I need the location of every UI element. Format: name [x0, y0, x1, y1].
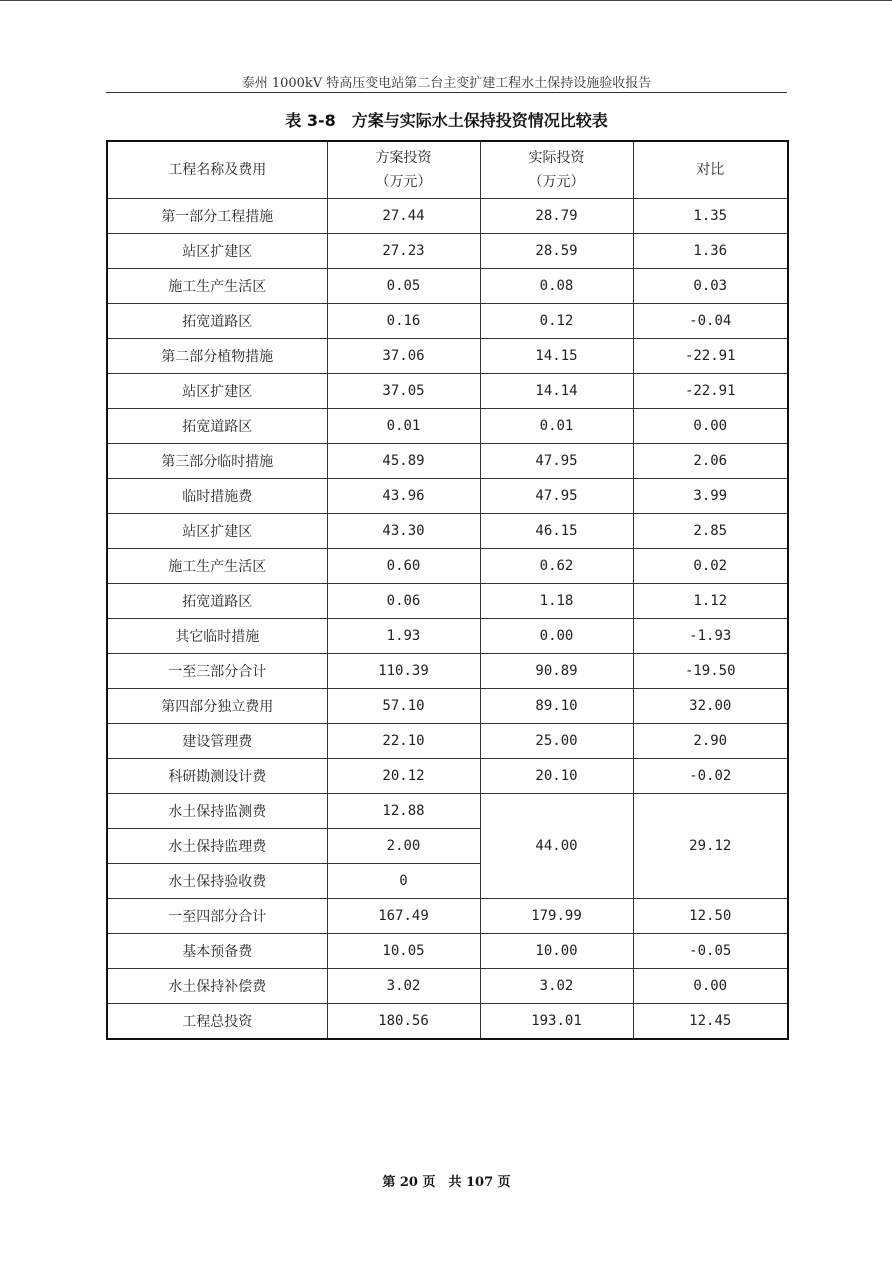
table-row	[107, 584, 788, 619]
column-header-actual-unit: （万元）	[528, 174, 585, 190]
table-row	[107, 724, 788, 759]
cell-item-name: 站区扩建区	[107, 234, 327, 269]
cell-item-name: 第四部分独立费用	[107, 689, 327, 724]
cell-item-name: 拓宽道路区	[107, 584, 327, 619]
table-row	[107, 619, 788, 654]
table-row	[107, 794, 788, 829]
cell-plan-investment: 57.10	[327, 689, 480, 724]
table-row	[107, 479, 788, 514]
cell-difference: 0.02	[633, 549, 788, 584]
cell-plan-investment: 0	[327, 864, 480, 899]
table-row	[107, 549, 788, 584]
cell-plan-investment: 0.01	[327, 409, 480, 444]
cell-plan-investment: 37.06	[327, 339, 480, 374]
cell-actual-investment: 193.01	[480, 1004, 633, 1040]
table-row	[107, 444, 788, 479]
cell-plan-investment: 10.05	[327, 934, 480, 969]
cell-difference: -1.93	[633, 619, 788, 654]
cell-actual-investment: 90.89	[480, 654, 633, 689]
table-row	[107, 514, 788, 549]
table-row	[107, 969, 788, 1004]
cell-plan-investment: 1.93	[327, 619, 480, 654]
cell-item-name: 站区扩建区	[107, 374, 327, 409]
cell-plan-investment: 167.49	[327, 899, 480, 934]
cell-difference: 12.45	[633, 1004, 788, 1040]
table-body	[107, 199, 788, 1040]
cell-plan-investment: 3.02	[327, 969, 480, 1004]
cell-difference: 3.99	[633, 479, 788, 514]
cell-difference: 0.00	[633, 409, 788, 444]
cell-item-name: 基本预备费	[107, 934, 327, 969]
cell-item-name: 第三部分临时措施	[107, 444, 327, 479]
table-row	[107, 234, 788, 269]
cell-difference: 1.12	[633, 584, 788, 619]
cell-actual-investment: 25.00	[480, 724, 633, 759]
cell-plan-investment: 37.05	[327, 374, 480, 409]
cell-actual-investment: 14.15	[480, 339, 633, 374]
cell-item-name: 水土保持补偿费	[107, 969, 327, 1004]
cell-actual-investment: 28.79	[480, 199, 633, 234]
page-header: 泰州 1000kV 特高压变电站第二台主变扩建工程水土保持设施验收报告	[241, 76, 652, 91]
cell-item-name: 拓宽道路区	[107, 409, 327, 444]
cell-actual-investment: 20.10	[480, 759, 633, 794]
table-header-row	[107, 141, 788, 199]
cell-plan-investment: 43.96	[327, 479, 480, 514]
table-row	[107, 654, 788, 689]
cell-plan-investment: 0.05	[327, 269, 480, 304]
cell-difference: -19.50	[633, 654, 788, 689]
column-header-actual-label: 实际投资	[528, 150, 585, 166]
cell-actual-investment: 0.08	[480, 269, 633, 304]
cell-difference: 2.85	[633, 514, 788, 549]
cell-plan-investment: 0.06	[327, 584, 480, 619]
column-header-plan	[327, 141, 480, 199]
column-header-diff: 对比	[633, 141, 788, 199]
page-footer: 第 20 页 共 107 页	[382, 1175, 511, 1190]
cell-plan-investment: 12.88	[327, 794, 480, 829]
column-header-plan-unit: （万元）	[375, 174, 432, 190]
cell-actual-investment: 179.99	[480, 899, 633, 934]
cell-plan-investment: 180.56	[327, 1004, 480, 1040]
cell-difference: 0.00	[633, 969, 788, 1004]
cell-difference: 0.03	[633, 269, 788, 304]
cell-item-name: 水土保持验收费	[107, 864, 327, 899]
cell-item-name: 施工生产生活区	[107, 269, 327, 304]
cell-difference: 1.36	[633, 234, 788, 269]
cell-difference: 2.90	[633, 724, 788, 759]
cell-plan-investment: 110.39	[327, 654, 480, 689]
table-row	[107, 269, 788, 304]
table-row	[107, 899, 788, 934]
cell-actual-investment: 14.14	[480, 374, 633, 409]
table-caption: 表 3-8 方案与实际水土保持投资情况比较表	[285, 111, 608, 130]
cell-item-name: 一至四部分合计	[107, 899, 327, 934]
cell-item-name: 水土保持监理费	[107, 829, 327, 864]
cell-difference: 2.06	[633, 444, 788, 479]
cell-actual-investment: 0.01	[480, 409, 633, 444]
cell-item-name: 施工生产生活区	[107, 549, 327, 584]
cell-actual-investment: 89.10	[480, 689, 633, 724]
cell-plan-investment: 20.12	[327, 759, 480, 794]
column-header-name: 工程名称及费用	[107, 141, 327, 199]
cell-actual-investment: 0.62	[480, 549, 633, 584]
cell-difference: -0.02	[633, 759, 788, 794]
table-row	[107, 759, 788, 794]
table-row	[107, 689, 788, 724]
cell-difference: -22.91	[633, 339, 788, 374]
cell-item-name: 其它临时措施	[107, 619, 327, 654]
header-divider	[106, 92, 787, 93]
table-row	[107, 339, 788, 374]
table-row	[107, 1004, 788, 1040]
column-header-plan-label: 方案投资	[375, 150, 432, 166]
cell-item-name: 工程总投资	[107, 1004, 327, 1040]
cell-item-name: 第一部分工程措施	[107, 199, 327, 234]
cell-item-name: 科研勘测设计费	[107, 759, 327, 794]
column-header-actual	[480, 141, 633, 199]
cell-plan-investment: 0.16	[327, 304, 480, 339]
cell-item-name: 水土保持监测费	[107, 794, 327, 829]
cell-difference: 12.50	[633, 899, 788, 934]
cell-difference-merged: 29.12	[633, 794, 788, 899]
cell-actual-investment: 3.02	[480, 969, 633, 1004]
cell-actual-investment: 1.18	[480, 584, 633, 619]
cell-difference: -22.91	[633, 374, 788, 409]
table-row	[107, 199, 788, 234]
cell-plan-investment: 27.44	[327, 199, 480, 234]
cell-actual-investment: 47.95	[480, 444, 633, 479]
cell-item-name: 一至三部分合计	[107, 654, 327, 689]
top-border	[0, 0, 892, 1]
cell-item-name: 临时措施费	[107, 479, 327, 514]
cell-actual-investment-merged: 44.00	[480, 794, 633, 899]
cell-difference: 32.00	[633, 689, 788, 724]
cell-item-name: 建设管理费	[107, 724, 327, 759]
table-row	[107, 934, 788, 969]
cell-actual-investment: 10.00	[480, 934, 633, 969]
table-row	[107, 374, 788, 409]
table-row	[107, 409, 788, 444]
cell-actual-investment: 28.59	[480, 234, 633, 269]
cell-item-name: 站区扩建区	[107, 514, 327, 549]
cell-actual-investment: 0.12	[480, 304, 633, 339]
cell-difference: 1.35	[633, 199, 788, 234]
cell-difference: -0.04	[633, 304, 788, 339]
cell-actual-investment: 46.15	[480, 514, 633, 549]
cell-plan-investment: 2.00	[327, 829, 480, 864]
cell-plan-investment: 27.23	[327, 234, 480, 269]
investment-comparison-table	[106, 140, 789, 1040]
cell-plan-investment: 22.10	[327, 724, 480, 759]
cell-difference: -0.05	[633, 934, 788, 969]
cell-plan-investment: 43.30	[327, 514, 480, 549]
cell-item-name: 拓宽道路区	[107, 304, 327, 339]
cell-item-name: 第二部分植物措施	[107, 339, 327, 374]
cell-actual-investment: 0.00	[480, 619, 633, 654]
cell-plan-investment: 45.89	[327, 444, 480, 479]
table-row	[107, 304, 788, 339]
cell-plan-investment: 0.60	[327, 549, 480, 584]
cell-actual-investment: 47.95	[480, 479, 633, 514]
